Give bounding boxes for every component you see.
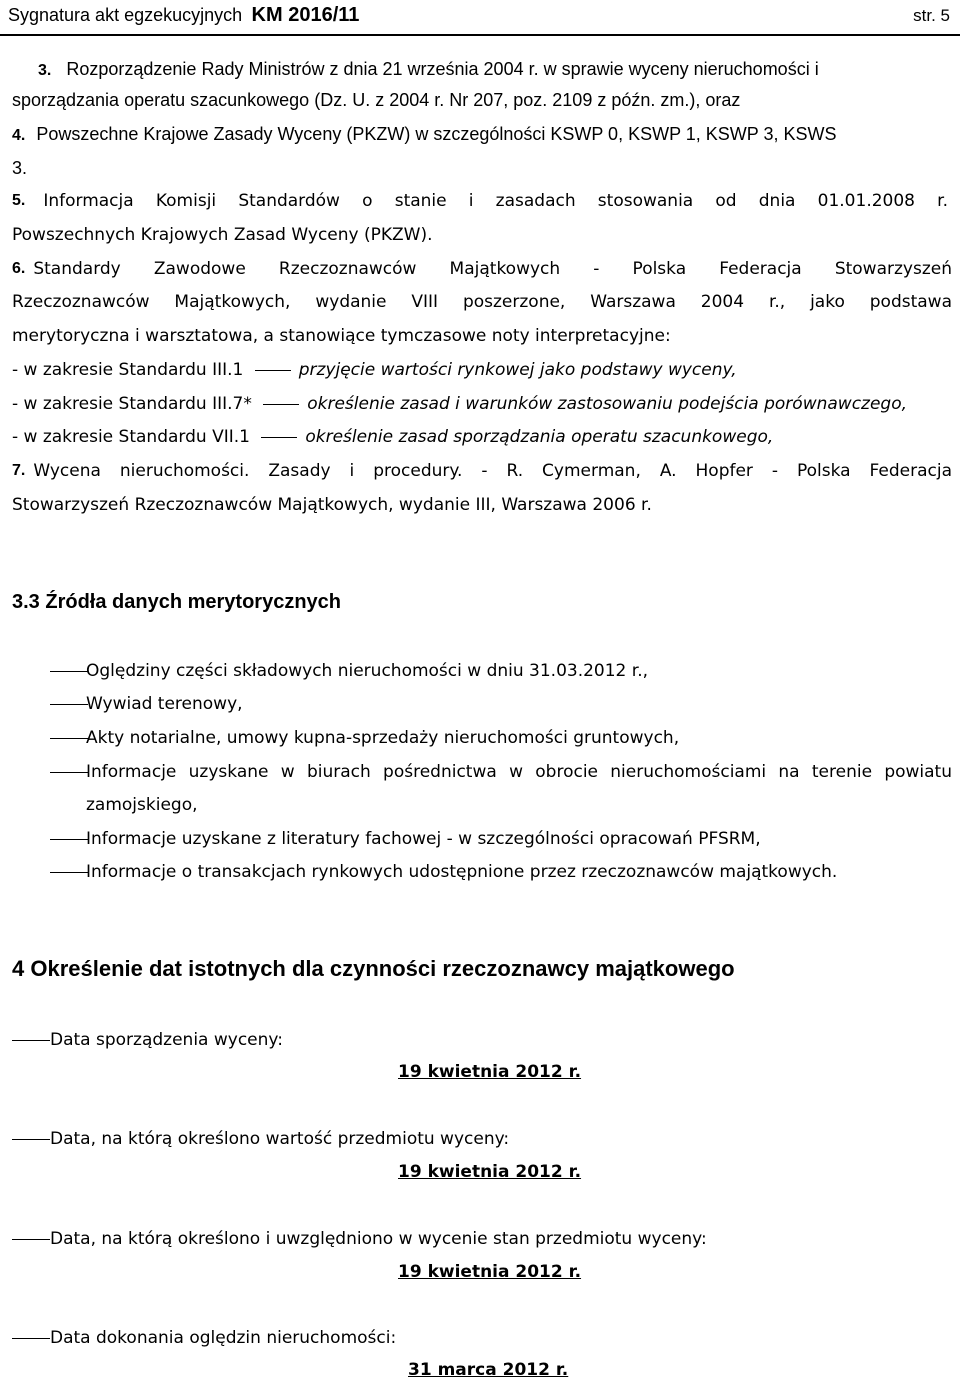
source-item: Akty notarialne, umowy kupna-sprzedaży nieruchomości gruntowych,: [86, 728, 680, 748]
source-item: Wywiad terenowy,: [86, 694, 243, 714]
list-item-4: [12, 123, 836, 147]
case-number: KM 2016/11: [251, 4, 360, 26]
list-item-3-cont: sporządzania operatu szacunkowego (Dz. U. z 2004 r. Nr 207, poz. 2109 z późn. zm.), oraz: [12, 90, 741, 110]
item-text: Wycena nieruchomości. Zasady i procedury. - R. Cymerman, A. Hopfer - Polska Federacja: [33, 461, 952, 481]
standard-prefix: - w zakresie Standardu VII.1: [12, 427, 250, 447]
dash-bullet: [12, 1139, 50, 1140]
standard-text: określenie zasad sporządzania operatu szacunkowego,: [261, 427, 773, 447]
dash-bullet: [50, 738, 88, 739]
standard-note-3: [12, 426, 773, 448]
list-item-5: [12, 190, 948, 212]
date-label-value-date: Data, na którą określono wartość przedmiotu wyceny:: [50, 1129, 510, 1149]
list-item-3: [38, 58, 819, 82]
dash-bullet: [50, 671, 88, 672]
header-divider: [0, 34, 960, 36]
source-item: Informacje uzyskane w biurach pośrednictwa w obrocie nieruchomościami na terenie powiatu: [86, 762, 952, 782]
source-item: Informacje uzyskane z literatury fachowej - w szczególności opracowań PFSRM,: [86, 829, 761, 849]
signature-label: Sygnatura akt egzekucyjnych: [8, 5, 243, 25]
dash-bullet: [50, 704, 88, 705]
list-item-7: [12, 460, 952, 482]
item-text: Powszechne Krajowe Zasady Wyceny (PKZW) w szczególności KSWP 0, KSWP 1, KSWP 3, KSWS: [36, 124, 837, 144]
date-value-condition: 19 kwietnia 2012 r.: [398, 1262, 582, 1282]
page-header: [0, 0, 960, 34]
date-label-condition: Data, na którą określono i uwzględniono w wycenie stan przedmiotu wyceny:: [50, 1229, 707, 1249]
item-number: 6.: [12, 260, 26, 277]
list-item-5-cont: Powszechnych Krajowych Zasad Wyceny (PKZW).: [12, 225, 433, 245]
date-label-valuation: Data sporządzenia wyceny:: [50, 1030, 283, 1050]
date-value-value-date: 19 kwietnia 2012 r.: [398, 1162, 582, 1182]
standard-text: przyjęcie wartości rynkowej jako podstawy wyceny,: [255, 360, 737, 380]
standard-note-1: [12, 359, 737, 381]
dash-bullet: [50, 772, 88, 773]
list-item-4-cont: 3.: [12, 158, 28, 178]
list-item-6-cont2: merytoryczna i warsztatowa, a stanowiące tymczasowe noty interpretacyjne:: [12, 326, 671, 346]
item-number: 7.: [12, 462, 26, 479]
standard-prefix: - w zakresie Standardu III.7*: [12, 394, 252, 414]
standard-text: określenie zasad i warunków zastosowaniu podejścia porównawczego,: [263, 394, 907, 414]
item-text: Standardy Zawodowe Rzeczoznawców Majątkowych - Polska Federacja Stowarzyszeń: [33, 259, 952, 279]
source-item-cont: zamojskiego,: [86, 795, 198, 815]
source-item: Oględziny części składowych nieruchomości w dniu 31.03.2012 r.,: [86, 661, 649, 681]
page-number: str. 5: [913, 6, 950, 25]
list-item-6: [12, 258, 952, 280]
source-item: Informacje o transakcjach rynkowych udostępnione przez rzeczoznawców majątkowych.: [86, 862, 838, 882]
standard-prefix: - w zakresie Standardu III.1: [12, 360, 244, 380]
date-value-valuation: 19 kwietnia 2012 r.: [398, 1062, 582, 1082]
dash-bullet: [12, 1040, 50, 1041]
item-number: 3.: [38, 62, 52, 79]
list-item-6-cont1: Rzeczoznawców Majątkowych, wydanie VIII poszerzone, Warszawa 2004 r., jako podstawa: [12, 292, 952, 312]
date-value-inspection: 31 marca 2012 r.: [408, 1360, 569, 1380]
list-item-7-cont: Stowarzyszeń Rzeczoznawców Majątkowych, wydanie III, Warszawa 2006 r.: [12, 495, 652, 515]
item-number: 5.: [12, 192, 26, 209]
dash-bullet: [50, 839, 88, 840]
date-label-inspection: Data dokonania oględzin nieruchomości:: [50, 1328, 397, 1348]
item-text: Informacja Komisji Standardów o stanie i zasadach stosowania od dnia 01.01.2008 r.: [43, 191, 948, 211]
dash-bullet: [50, 872, 88, 873]
dash-bullet: [12, 1338, 50, 1339]
section-heading-4: 4 Określenie dat istotnych dla czynności rzeczoznawcy majątkowego: [12, 956, 735, 981]
item-number: 4.: [12, 127, 26, 144]
header-left: [8, 4, 359, 27]
item-text: Rozporządzenie Rady Ministrów z dnia 21 września 2004 r. w sprawie wyceny nieruchomości i: [66, 59, 819, 79]
dash-bullet: [12, 1239, 50, 1240]
section-heading-3-3: 3.3 Źródła danych merytorycznych: [12, 591, 342, 613]
standard-note-2: [12, 393, 907, 415]
